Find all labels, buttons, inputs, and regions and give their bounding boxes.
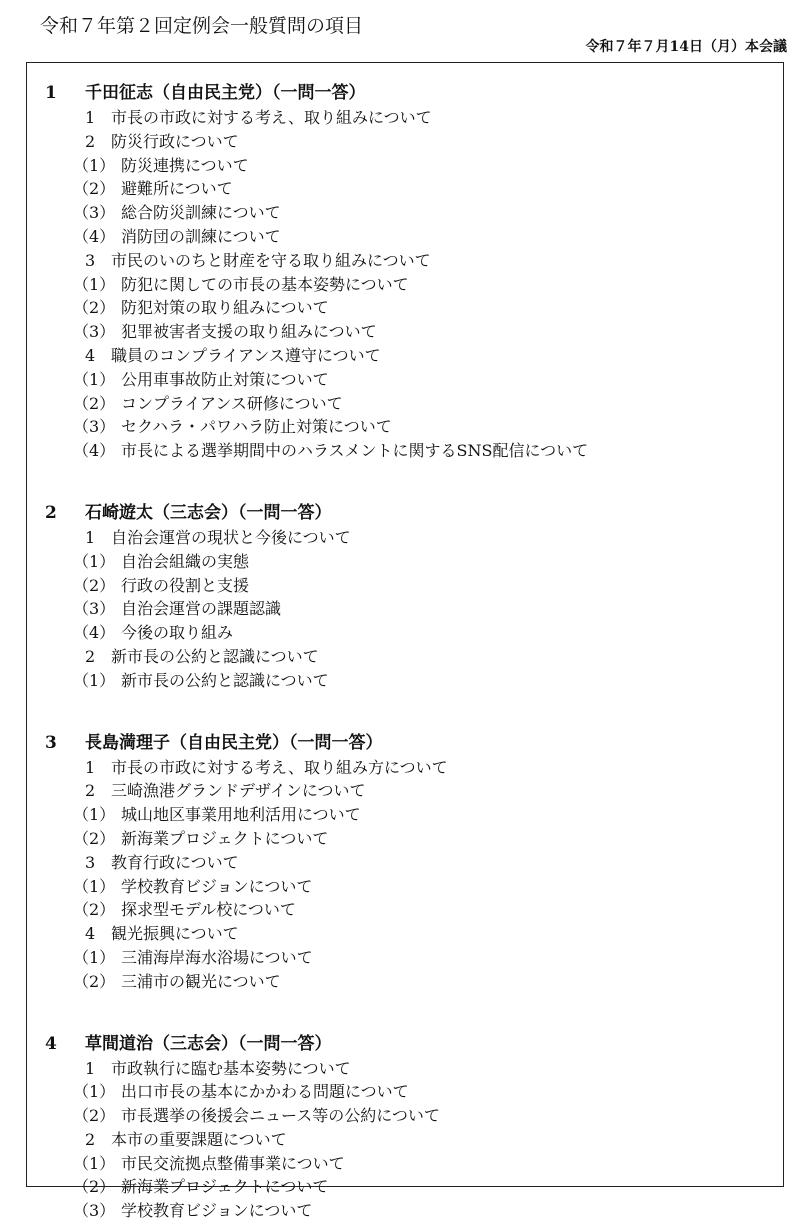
sub-number: （2） bbox=[73, 296, 121, 320]
topic-item bbox=[45, 756, 773, 780]
topic-number: 1 bbox=[85, 756, 111, 780]
topic-text: 市民のいのちと財産を守る取り組みについて bbox=[111, 251, 431, 270]
speaker-heading bbox=[45, 731, 773, 756]
topic-number: 2 bbox=[85, 645, 111, 669]
topic-text: 防災行政について bbox=[111, 132, 239, 151]
sub-item bbox=[45, 827, 773, 851]
topic-text: 教育行政について bbox=[111, 853, 239, 872]
sub-text: 出口市長の基本にかかわる問題について bbox=[121, 1082, 409, 1101]
sub-item bbox=[45, 225, 773, 249]
sub-item bbox=[45, 392, 773, 416]
sub-number: （1） bbox=[73, 550, 121, 574]
sub-item bbox=[45, 439, 773, 463]
sub-number: （2） bbox=[73, 392, 121, 416]
sub-text: 自治会組織の実態 bbox=[121, 552, 249, 571]
sub-number: （3） bbox=[73, 1199, 121, 1223]
speaker-block bbox=[45, 731, 773, 994]
question-list-box bbox=[26, 62, 784, 1187]
sub-number: （4） bbox=[73, 439, 121, 463]
sub-text: 今後の取り組み bbox=[121, 623, 233, 642]
sub-text: 市民交流拠点整備事業について bbox=[121, 1154, 345, 1173]
sub-number: （3） bbox=[73, 597, 121, 621]
topic-item bbox=[45, 249, 773, 273]
sub-number: （1） bbox=[73, 669, 121, 693]
sub-text: 学校教育ビジョンについて bbox=[121, 1201, 312, 1220]
sub-text: 新市長の公約と認識について bbox=[121, 671, 329, 690]
sub-text: 防災連携について bbox=[121, 156, 249, 175]
topic-item bbox=[45, 106, 773, 130]
sub-item bbox=[45, 970, 773, 994]
sub-text: セクハラ・パワハラ防止対策について bbox=[121, 417, 392, 436]
topic-item bbox=[45, 130, 773, 154]
topic-item bbox=[45, 1057, 773, 1081]
speaker-number: 4 bbox=[45, 1032, 85, 1057]
topic-number: 1 bbox=[85, 526, 111, 550]
sub-item bbox=[45, 1104, 773, 1128]
speaker-block bbox=[45, 81, 773, 463]
sub-number: （2） bbox=[73, 827, 121, 851]
speaker-name: 千田征志（自由民主党）（一問一答） bbox=[85, 83, 366, 103]
topic-item bbox=[45, 526, 773, 550]
sub-text: 市長選挙の後援会ニュース等の公約について bbox=[121, 1106, 440, 1125]
sub-number: （3） bbox=[73, 320, 121, 344]
sub-text: 防犯に関しての市長の基本姿勢について bbox=[121, 275, 409, 294]
speaker-heading bbox=[45, 501, 773, 526]
sub-item bbox=[45, 154, 773, 178]
sub-item bbox=[45, 177, 773, 201]
sub-number: （2） bbox=[73, 1104, 121, 1128]
sub-item bbox=[45, 1152, 773, 1176]
speaker-block bbox=[45, 1032, 773, 1223]
sub-number: （1） bbox=[73, 803, 121, 827]
sub-number: （1） bbox=[73, 1080, 121, 1104]
topic-item bbox=[45, 779, 773, 803]
topic-number: 4 bbox=[85, 922, 111, 946]
document-title: 令和７年第２回定例会一般質問の項目 bbox=[40, 14, 363, 38]
speaker-name: 長島満理子（自由民主党）（一問一答） bbox=[85, 733, 383, 753]
sub-number: （1） bbox=[73, 946, 121, 970]
topic-item bbox=[45, 344, 773, 368]
topic-number: 1 bbox=[85, 1057, 111, 1081]
sub-item bbox=[45, 621, 773, 645]
topic-text: 市長の市政に対する考え、取り組みについて bbox=[111, 108, 432, 127]
topic-text: 本市の重要課題について bbox=[111, 1130, 287, 1149]
speaker-number: 3 bbox=[45, 731, 85, 756]
topic-text: 職員のコンプライアンス遵守について bbox=[111, 346, 381, 365]
topic-text: 三崎漁港グランドデザインについて bbox=[111, 781, 366, 800]
sub-text: 防犯対策の取り組みについて bbox=[121, 298, 329, 317]
sub-number: （2） bbox=[73, 898, 121, 922]
sub-number: （2） bbox=[73, 1175, 121, 1199]
sub-item bbox=[45, 574, 773, 598]
topic-number: 2 bbox=[85, 779, 111, 803]
topic-number: 3 bbox=[85, 851, 111, 875]
sub-number: （2） bbox=[73, 574, 121, 598]
sub-number: （1） bbox=[73, 1152, 121, 1176]
speaker-heading bbox=[45, 81, 773, 106]
topic-number: 2 bbox=[85, 130, 111, 154]
topic-number: 2 bbox=[85, 1128, 111, 1152]
sub-text: 避難所について bbox=[121, 179, 233, 198]
sub-text: コンプライアンス研修について bbox=[121, 394, 343, 413]
topic-item bbox=[45, 1128, 773, 1152]
meeting-date: 令和７年７月14日（月）本会議 bbox=[586, 38, 787, 56]
speaker-block bbox=[45, 501, 773, 693]
topic-text: 観光振興について bbox=[111, 924, 239, 943]
sub-text: 三浦市の観光について bbox=[121, 972, 281, 991]
sub-text: 三浦海岸海水浴場について bbox=[121, 948, 313, 967]
topic-text: 市長の市政に対する考え、取り組み方について bbox=[111, 758, 448, 777]
sub-text: 犯罪被害者支援の取り組みについて bbox=[121, 322, 377, 341]
sub-number: （1） bbox=[73, 875, 121, 899]
sub-number: （4） bbox=[73, 225, 121, 249]
sub-number: （1） bbox=[73, 273, 121, 297]
speaker-name: 草間道治（三志会）（一問一答） bbox=[85, 1034, 332, 1054]
question-list bbox=[45, 81, 773, 1223]
sub-item bbox=[45, 1199, 773, 1223]
sub-item bbox=[45, 415, 773, 439]
speaker-number: 1 bbox=[45, 81, 85, 106]
topic-number: 3 bbox=[85, 249, 111, 273]
sub-text: 探求型モデル校について bbox=[121, 900, 296, 919]
sub-number: （3） bbox=[73, 201, 121, 225]
sub-item bbox=[45, 946, 773, 970]
sub-item bbox=[45, 368, 773, 392]
speaker-heading bbox=[45, 1032, 773, 1057]
sub-item bbox=[45, 669, 773, 693]
sub-item bbox=[45, 1080, 773, 1104]
sub-text: 公用車事故防止対策について bbox=[121, 370, 329, 389]
sub-text: 新海業プロジェクトについて bbox=[121, 1177, 328, 1196]
topic-item bbox=[45, 851, 773, 875]
sub-text: 総合防災訓練について bbox=[121, 203, 281, 222]
sub-text: 城山地区事業用地利活用について bbox=[121, 805, 361, 824]
sub-item bbox=[45, 550, 773, 574]
sub-number: （3） bbox=[73, 415, 121, 439]
sub-number: （2） bbox=[73, 970, 121, 994]
sub-item bbox=[45, 296, 773, 320]
speaker-name: 石崎遊太（三志会）（一問一答） bbox=[85, 503, 332, 523]
sub-text: 学校教育ビジョンについて bbox=[121, 877, 312, 896]
sub-text: 行政の役割と支援 bbox=[121, 576, 249, 595]
topic-item bbox=[45, 645, 773, 669]
topic-number: 1 bbox=[85, 106, 111, 130]
topic-text: 市政執行に臨む基本姿勢について bbox=[111, 1059, 351, 1078]
sub-text: 消防団の訓練について bbox=[121, 227, 281, 246]
sub-number: （4） bbox=[73, 621, 121, 645]
sub-number: （1） bbox=[73, 368, 121, 392]
topic-number: 4 bbox=[85, 344, 111, 368]
sub-number: （1） bbox=[73, 154, 121, 178]
sub-item bbox=[45, 273, 773, 297]
sub-text: 市長による選挙期間中のハラスメントに関するSNS配信について bbox=[121, 441, 588, 460]
sub-item bbox=[45, 898, 773, 922]
sub-item bbox=[45, 597, 773, 621]
sub-item bbox=[45, 803, 773, 827]
topic-item bbox=[45, 922, 773, 946]
sub-item bbox=[45, 320, 773, 344]
sub-text: 新海業プロジェクトについて bbox=[121, 829, 328, 848]
topic-text: 新市長の公約と認識について bbox=[111, 647, 319, 666]
sub-item bbox=[45, 1175, 773, 1199]
speaker-number: 2 bbox=[45, 501, 85, 526]
sub-number: （2） bbox=[73, 177, 121, 201]
topic-text: 自治会運営の現状と今後について bbox=[111, 528, 351, 547]
sub-item bbox=[45, 201, 773, 225]
sub-item bbox=[45, 875, 773, 899]
sub-text: 自治会運営の課題認識 bbox=[121, 599, 281, 618]
